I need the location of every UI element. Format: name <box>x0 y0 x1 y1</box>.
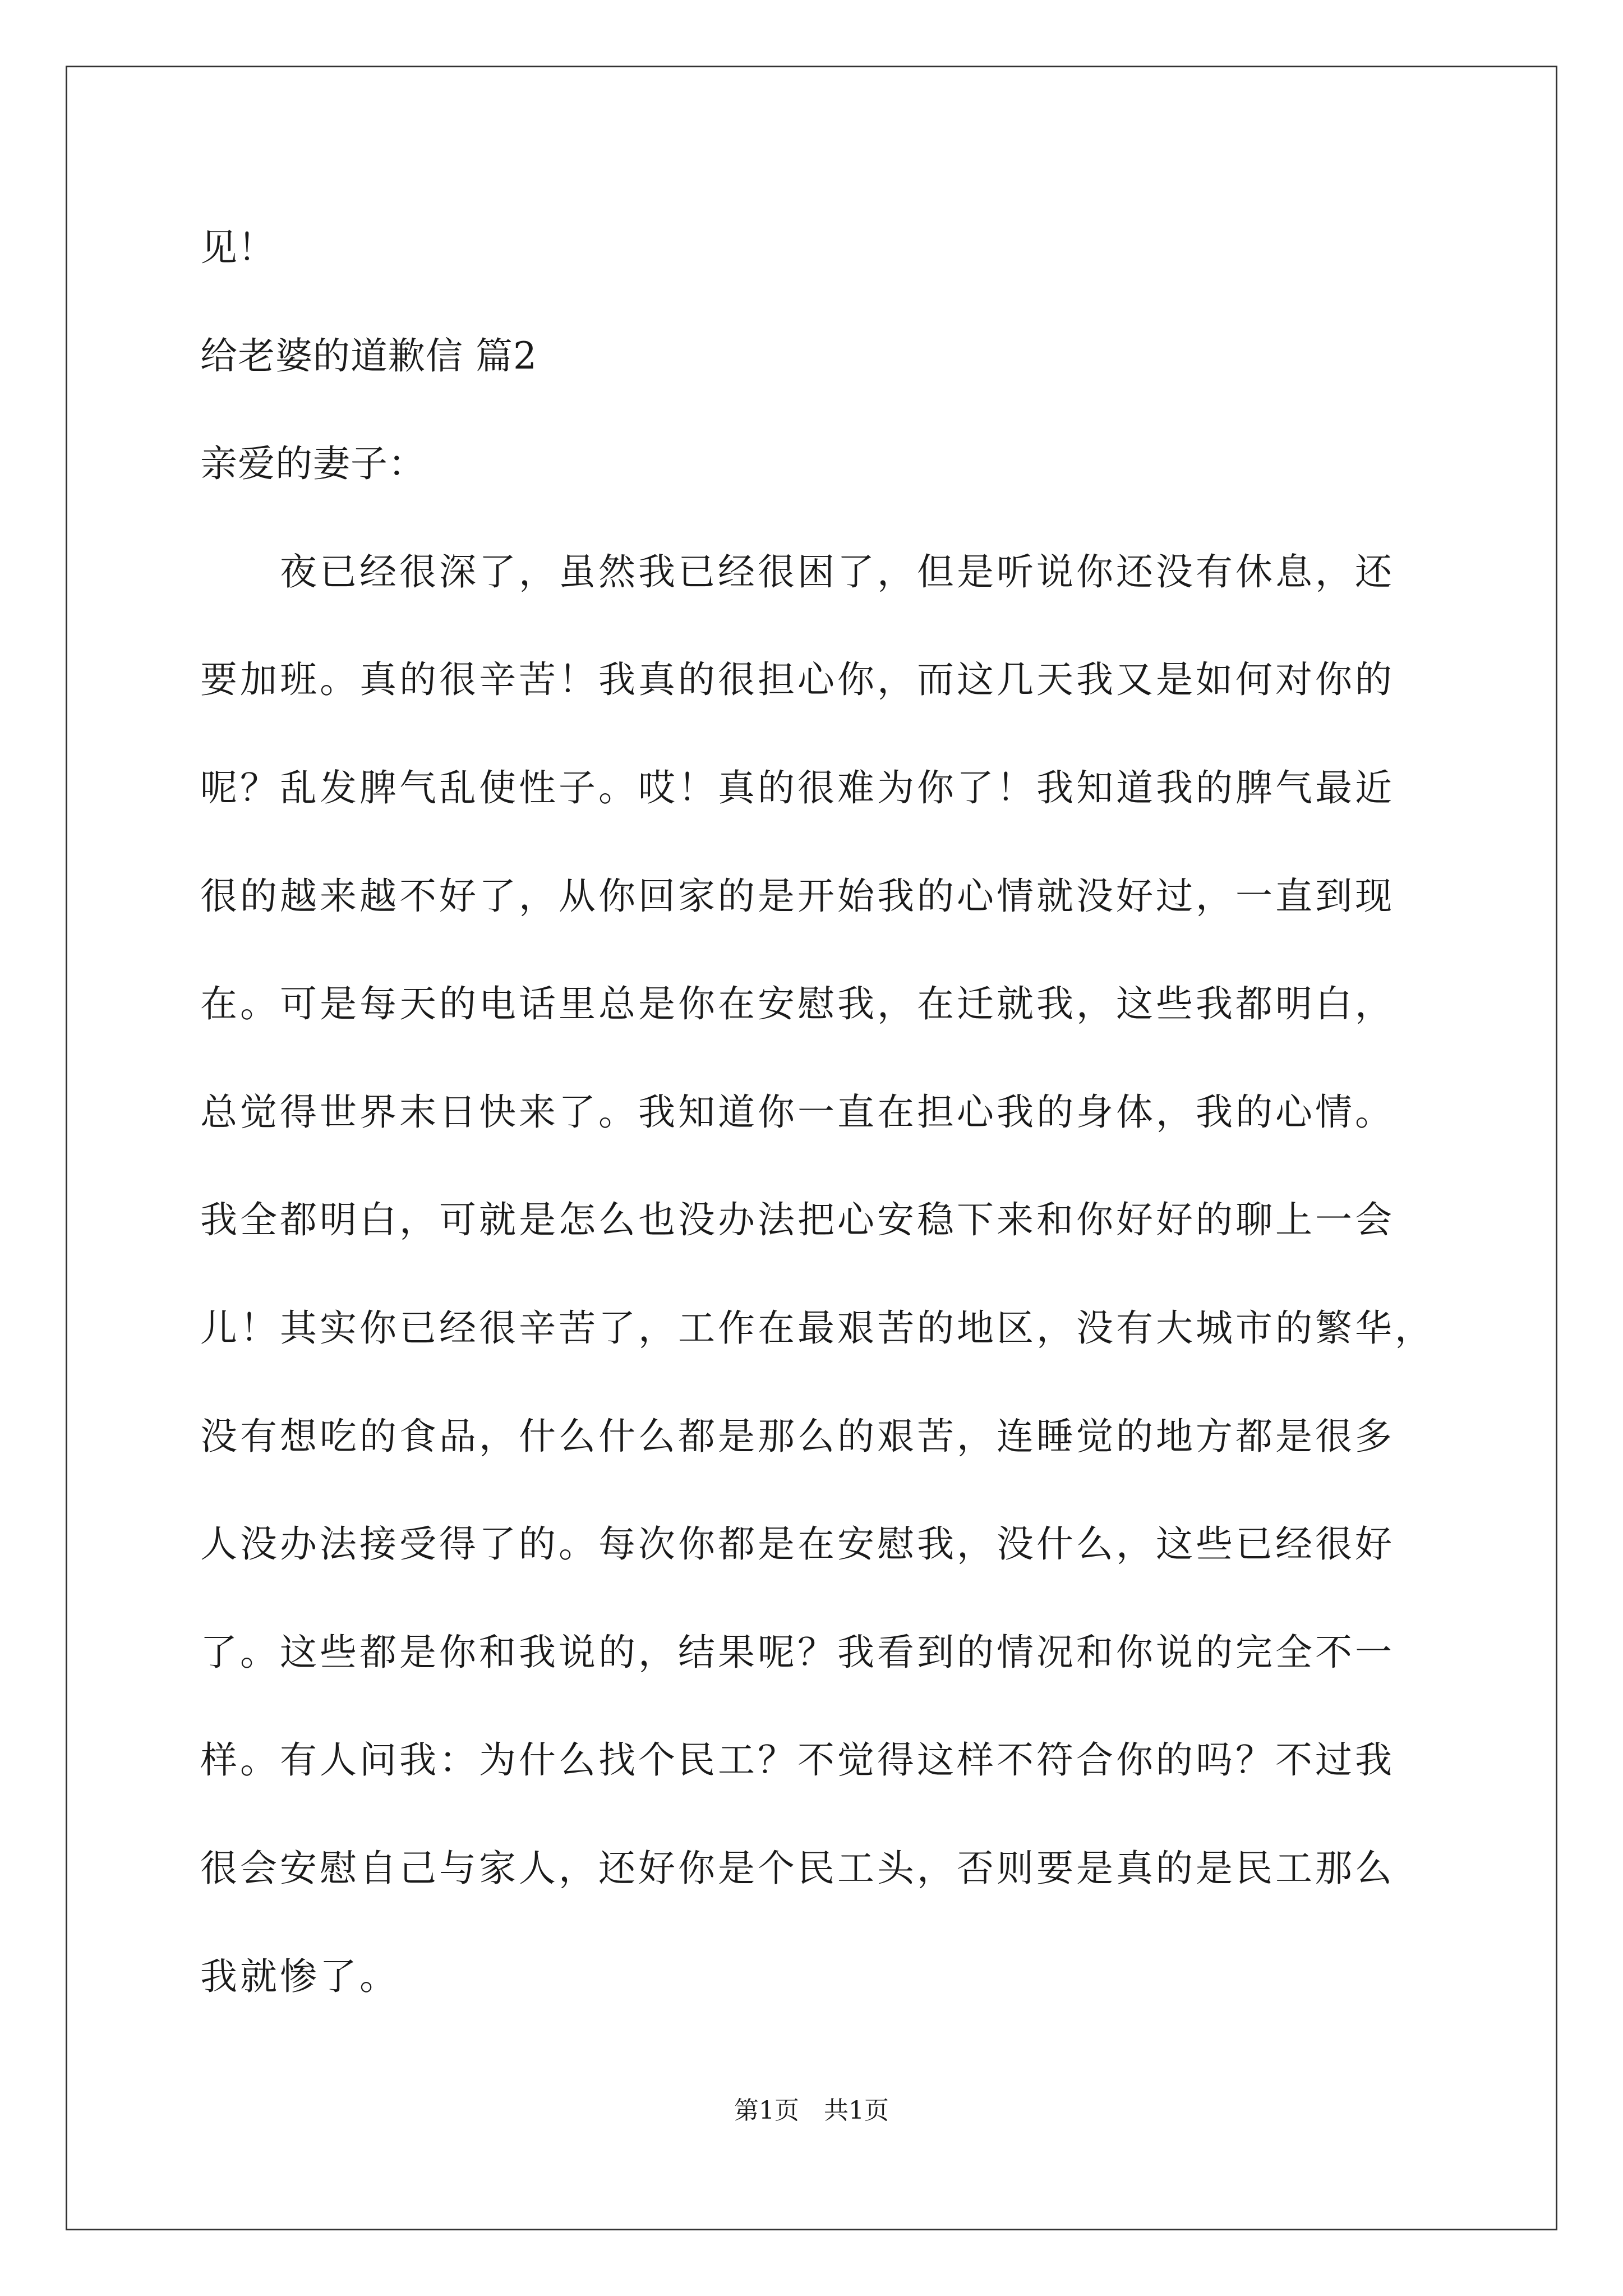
paragraph-line: 没有想吃的食品，什么什么都是那么的艰苦，连睡觉的地方都是很多 <box>200 1415 1395 1458</box>
paragraph-line: 很的越来越不好了，从你回家的是开始我的心情就没好过，一直到现 <box>200 875 1395 918</box>
paragraph-line: 很会安慰自己与家人，还好你是个民工头，否则要是真的是民工那么 <box>200 1847 1395 1890</box>
paragraph-line: 了。这些都是你和我说的，结果呢？我看到的情况和你说的完全不一 <box>200 1631 1395 1674</box>
page-number: 第1页 共1页 <box>734 2096 889 2125</box>
salutation: 亲爱的妻子： <box>200 442 426 485</box>
paragraph-line: 夜已经很深了，虽然我已经很困了，但是听说你还没有休息，还 <box>200 550 1395 593</box>
paragraph-line: 呢？乱发脾气乱使性子。哎！真的很难为你了！我知道我的脾气最近 <box>200 766 1395 809</box>
paragraph-line: 人没办法接受得了的。每次你都是在安慰我，没什么，这些已经很好 <box>200 1522 1395 1566</box>
paragraph-line: 要加班。真的很辛苦！我真的很担心你，而这几天我又是如何对你的 <box>200 658 1395 701</box>
paragraph-line: 总觉得世界末日快来了。我知道你一直在担心我的身体，我的心情。 <box>200 1091 1395 1134</box>
paragraph-line: 样。有人问我：为什么找个民工？不觉得这样不符合你的吗？不过我 <box>200 1738 1395 1782</box>
paragraph-line: 在。可是每天的电话里总是你在安慰我，在迁就我，这些我都明白， <box>200 982 1395 1025</box>
paragraph-line: 儿！其实你已经很辛苦了，工作在最艰苦的地区，没有大城市的繁华， <box>200 1306 1435 1350</box>
letter-heading: 给老婆的道歉信 篇2 <box>200 334 537 378</box>
continuation-text: 见！ <box>200 226 275 269</box>
page-border <box>66 66 1557 2230</box>
paragraph-line: 我就惨了。 <box>200 1955 399 1998</box>
paragraph-line: 我全都明白，可就是怎么也没办法把心安稳下来和你好好的聊上一会 <box>200 1198 1395 1241</box>
